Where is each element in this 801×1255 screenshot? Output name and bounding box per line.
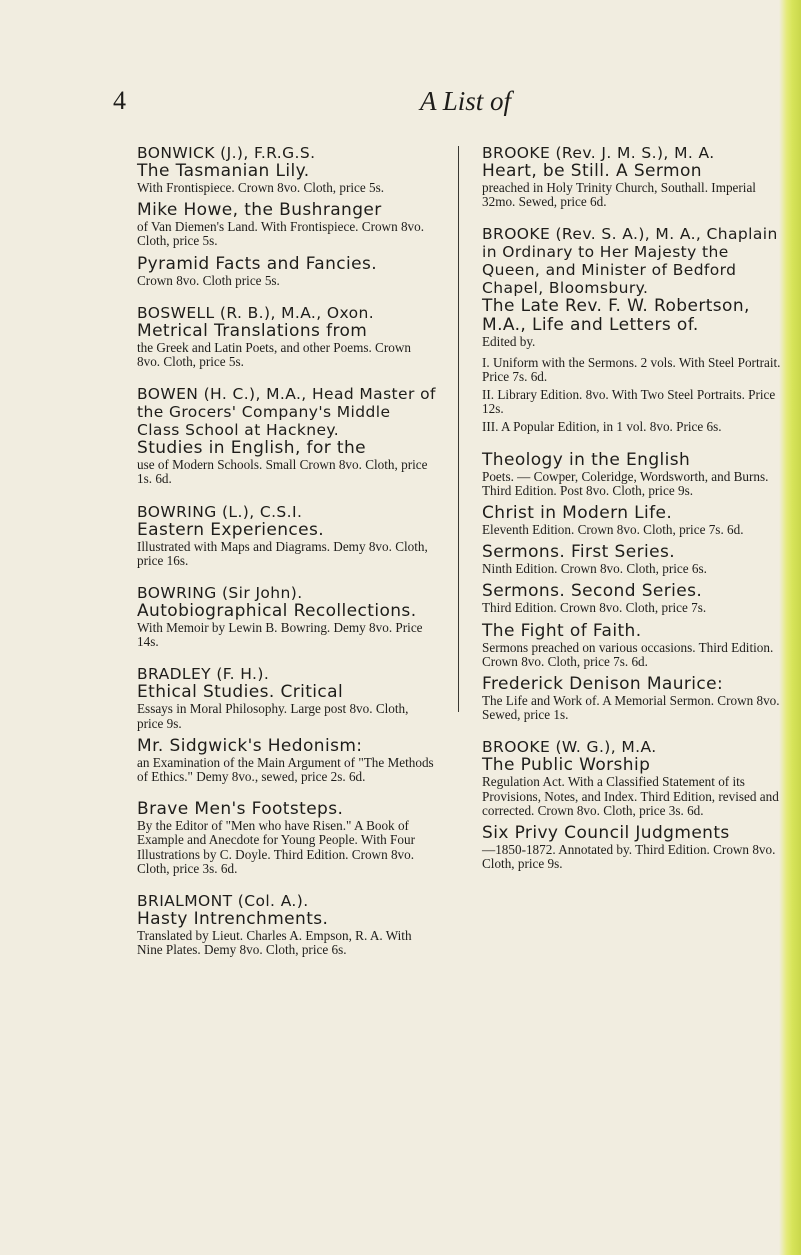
book-listing — [482, 504, 784, 537]
catalogue-entry — [137, 800, 437, 876]
catalogue-entry — [137, 892, 437, 957]
catalogue-entry — [137, 665, 437, 784]
author-heading: BRADLEY (F. H.). — [137, 665, 270, 684]
book-title: Frederick Denison Maurice: — [482, 674, 724, 695]
book-listing — [137, 322, 437, 369]
book-description: The Life and Work of. A Memorial Sermon. Crown 8vo. Sewed, price 1s. — [482, 693, 780, 723]
book-title: Heart, be Still. A Sermon — [482, 161, 702, 181]
book-description: Essays in Moral Philosophy. Large post 8vo. Cloth, price 9s. — [137, 701, 409, 731]
book-listing — [137, 521, 437, 568]
book-description: the Greek and Latin Poets, and other Poems. Crown 8vo. Cloth, price 5s. — [137, 339, 411, 370]
book-listing — [137, 255, 437, 288]
catalogue-entry — [137, 584, 437, 649]
book-title: Theology in the English — [482, 449, 691, 470]
book-title: The Public Worship — [482, 755, 651, 776]
book-listing — [137, 910, 437, 957]
book-listing — [137, 602, 437, 649]
book-description: Crown 8vo. Cloth price 5s. — [137, 272, 280, 288]
book-description: Illustrated with Maps and Diagrams. Demy 8vo. Cloth, price 16s. — [137, 538, 428, 568]
book-listing — [482, 451, 784, 498]
book-listing — [482, 675, 784, 722]
book-title: The Fight of Faith. — [482, 620, 642, 641]
catalogue-entry — [137, 304, 437, 369]
author-heading: BONWICK (J.), F.R.G.S. — [137, 144, 316, 162]
author-heading: BOWEN (H. C.), M.A., Head Master of the Grocers' Company's Middle Class School at Hackney. — [137, 385, 436, 440]
book-listing — [482, 622, 784, 669]
book-description: With Memoir by Lewin B. Bowring. Demy 8vo. Price 14s. — [137, 620, 423, 650]
book-listing — [137, 800, 437, 876]
author-heading: BROOKE (Rev. J. M. S.), M. A. — [482, 144, 715, 162]
book-description: preached in Holy Trinity Church, Southall. Imperial 32mo. Sewed, price 6d. — [482, 180, 756, 210]
book-description: Sermons preached on various occasions. Third Edition. Crown 8vo. Cloth, price 7s. 6d. — [482, 639, 774, 669]
column-divider — [458, 146, 459, 712]
catalogue-entry — [482, 144, 784, 209]
book-title: Hasty Intrenchments. — [137, 909, 329, 930]
book-description: With Frontispiece. Crown 8vo. Cloth, price 5s. — [137, 180, 385, 195]
edition-note: I. Uniform with the Sermons. 2 vols. With Steel Portrait. Price 7s. 6d. — [482, 354, 781, 384]
book-listing — [482, 582, 784, 615]
book-listing — [137, 201, 437, 248]
author-heading: BOSWELL (R. B.), M.A., Oxon. — [137, 303, 375, 322]
book-title: Brave Men's Footsteps. — [137, 799, 344, 820]
book-description: Ninth Edition. Crown 8vo. Cloth, price 6s. — [482, 561, 707, 577]
book-title: Studies in English, for the — [137, 438, 367, 459]
book-title: Autobiographical Recollections. — [137, 601, 417, 622]
book-listing — [482, 543, 784, 576]
catalogue-entry — [137, 503, 437, 568]
book-description: Translated by Lieut. Charles A. Empson, R. A. With Nine Plates. Demy 8vo. Cloth, price 6s. — [137, 928, 412, 958]
book-listing — [482, 162, 784, 209]
book-title: Christ in Modern Life. — [482, 503, 673, 524]
book-title: Mr. Sidgwick's Hedonism: — [137, 735, 363, 756]
book-description: By the Editor of "Men who have Risen." A Book of Example and Anecdote for Young People. With Four Illustrations by C. Doyle. Third Edition. Crown 8vo. Cloth, price 3s. 6d. — [137, 818, 415, 876]
book-description: Eleventh Edition. Crown 8vo. Cloth, price 7s. 6d. — [482, 522, 744, 538]
edition-note: II. Library Edition. 8vo. With Two Steel Portraits. Price 12s. — [482, 387, 776, 417]
book-description: Third Edition. Crown 8vo. Cloth, price 7s. — [482, 600, 707, 616]
book-description: Poets. — Cowper, Coleridge, Wordsworth, and Burns. Third Edition. Post 8vo. Cloth, price 9s. — [482, 468, 769, 498]
book-description: Edited by. — [482, 334, 536, 350]
book-description: Regulation Act. With a Classified Statement of its Provisions, Notes, and Index. Third Edition, revised and corrected. Crown 8vo. Cloth, price 3s. 6d. — [482, 774, 779, 818]
running-title: A List of — [420, 86, 512, 116]
author-heading: BOWRING (L.), C.S.I. — [137, 502, 303, 521]
book-title: Six Privy Council Judgments — [482, 823, 730, 844]
book-description: use of Modern Schools. Small Crown 8vo. Cloth, price 1s. 6d. — [137, 457, 428, 487]
book-title: Mike Howe, the Bushranger — [137, 200, 382, 221]
author-heading: BROOKE (W. G.), M.A. — [482, 738, 657, 757]
left-column — [137, 144, 437, 973]
author-heading: BROOKE (Rev. S. A.), M. A., Chaplain in Ordinary to Her Majesty the Queen, and Minister of Bedford Chapel, Bloomsbury. — [482, 225, 778, 298]
book-description: an Examination of the Main Argument of "The Methods of Ethics." Demy 8vo., sewed, price 2s. 6d. — [137, 754, 434, 785]
edition-note: III. A Popular Edition, in 1 vol. 8vo. Price 6s. — [482, 419, 722, 435]
catalogue-entry — [137, 144, 437, 288]
book-title: The Late Rev. F. W. Robertson, M.A., Life and Letters of. — [482, 296, 750, 336]
book-listing — [482, 756, 784, 818]
right-column — [482, 144, 784, 887]
book-title: Metrical Translations from — [137, 320, 368, 341]
book-listing — [482, 824, 784, 871]
book-description: —1850-1872. Annotated by. Third Edition. Crown 8vo. Cloth, price 9s. — [482, 842, 776, 872]
book-listing — [137, 683, 437, 730]
book-listing — [137, 162, 437, 195]
book-listing — [137, 737, 437, 784]
catalogue-entry — [482, 451, 784, 723]
book-title: The Tasmanian Lily. — [137, 161, 310, 181]
book-title: Ethical Studies. Critical — [137, 682, 344, 703]
book-title: Pyramid Facts and Fancies. — [137, 253, 378, 274]
book-title: Sermons. First Series. — [482, 542, 676, 563]
book-title: Sermons. Second Series. — [482, 581, 703, 602]
author-heading: BOWRING (Sir John). — [137, 584, 303, 603]
book-listing — [137, 439, 437, 486]
catalogue-entry — [482, 225, 784, 434]
author-heading: BRIALMONT (Col. A.). — [137, 892, 309, 911]
book-description: of Van Diemen's Land. With Frontispiece. Crown 8vo. Cloth, price 5s. — [137, 219, 425, 249]
page-number: 4 — [113, 86, 126, 115]
catalogue-entry — [137, 385, 437, 486]
book-listing — [482, 297, 784, 349]
catalogue-entry — [482, 738, 784, 871]
page-header — [0, 86, 780, 120]
book-title: Eastern Experiences. — [137, 519, 325, 540]
